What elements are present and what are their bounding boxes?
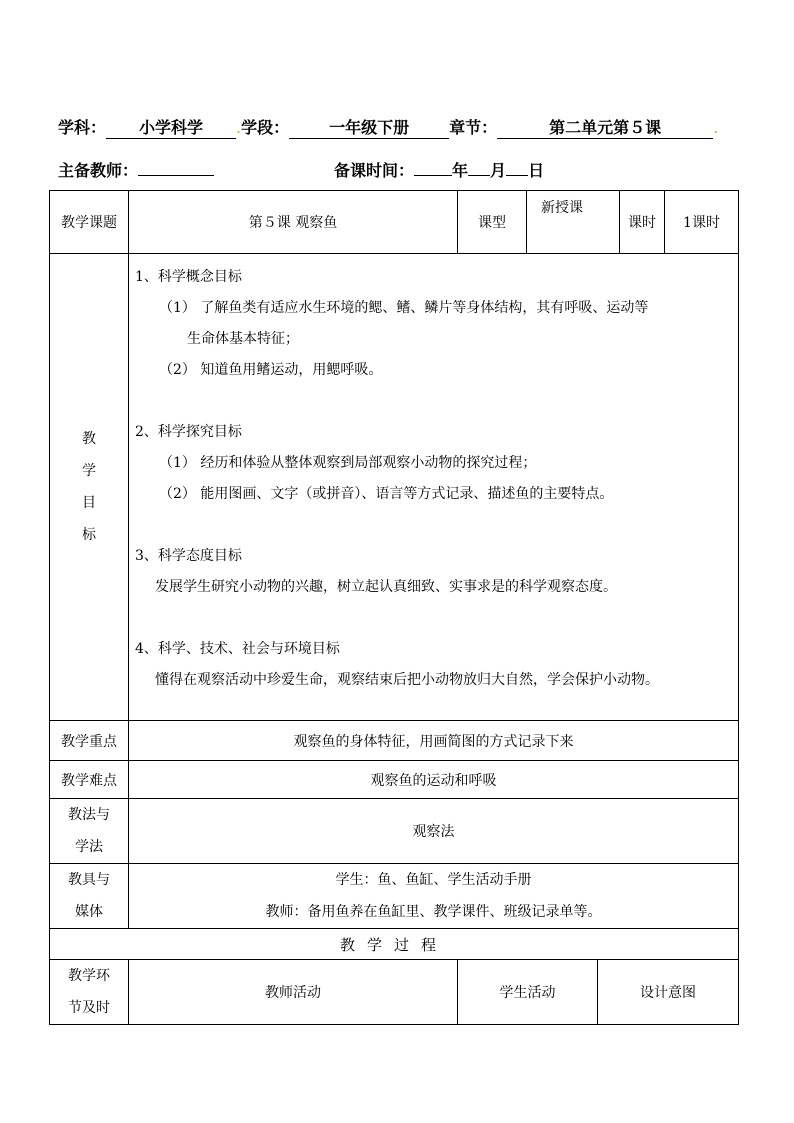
method-row xyxy=(50,799,739,864)
year-blank xyxy=(414,175,452,176)
key-label: 教学重点 xyxy=(50,721,129,761)
type-label: 课型 xyxy=(458,191,527,254)
chapter-label: 章节： xyxy=(449,118,498,137)
header-line-1 xyxy=(58,118,718,139)
type-value: 新授课 xyxy=(527,191,620,254)
stage-value: 一年级下册 xyxy=(289,118,449,139)
goal-1-item-1b: 生命体基本特征； xyxy=(187,331,299,347)
difficulty-value: 观察鱼的运动和呼吸 xyxy=(129,761,739,799)
tools-row xyxy=(50,864,739,929)
process-col-teacher: 教师活动 xyxy=(129,960,458,1025)
process-col-stage-line-2: 节及时 xyxy=(68,1000,110,1016)
tools-label-line-1: 教具与 xyxy=(68,872,110,888)
dot-mark: . xyxy=(236,118,242,137)
goal-3-text: 发展学生研究小动物的兴趣，树立起认真细致、实事求是的科学观察态度。 xyxy=(155,579,617,595)
method-label xyxy=(50,799,129,864)
lesson-plan-table xyxy=(49,190,739,1025)
objectives-label-char-2: 学 xyxy=(82,463,96,479)
stage-label: 学段： xyxy=(241,118,290,137)
tools-label-line-2: 媒体 xyxy=(75,904,103,920)
subject-label: 学科： xyxy=(58,118,107,137)
tools-value xyxy=(129,864,739,929)
day-blank xyxy=(506,175,528,176)
goal-1-item-1a: （1） 了解鱼类有适应水生环境的鳃、鳍、鳞片等身体结构，其有呼吸、运动等 xyxy=(159,300,649,316)
objectives-label xyxy=(50,254,129,721)
difficulty-row xyxy=(50,761,739,799)
day-label: 日 xyxy=(528,161,545,180)
goal-2-item-2: （2） 能用图画、文字（或拼音）、语言等方式记录、描述鱼的主要特点。 xyxy=(159,486,614,502)
process-col-intent: 设计意图 xyxy=(598,960,739,1025)
dot-mark-2: . xyxy=(713,118,719,137)
objectives-label-char-4: 标 xyxy=(82,527,96,543)
goal-3-title: 3、科学态度目标 xyxy=(135,548,242,564)
goal-4-text: 懂得在观察活动中珍爱生命，观察结束后把小动物放归大自然，学会保护小动物。 xyxy=(155,672,659,688)
process-title-row xyxy=(50,929,739,960)
tools-label xyxy=(50,864,129,929)
process-col-stage-line-1: 教学环 xyxy=(68,968,110,984)
hours-value: 1课时 xyxy=(665,191,739,254)
goal-2-title: 2、科学探究目标 xyxy=(135,424,242,440)
chapter-value: 第二单元第５课 xyxy=(497,118,713,139)
key-value: 观察鱼的身体特征，用画简图的方式记录下来 xyxy=(129,721,739,761)
goal-1-item-2: （2） 知道鱼用鳍运动，用鳃呼吸。 xyxy=(159,362,383,378)
goal-4-title: 4、科学、技术、社会与环境目标 xyxy=(135,641,340,657)
goal-2-item-1: （1） 经历和体验从整体观察到局部观察小动物的探究过程； xyxy=(159,455,537,471)
month-label: 月 xyxy=(490,161,507,180)
teacher-value xyxy=(138,175,214,176)
tools-value-students: 学生：鱼、鱼缸、学生活动手册 xyxy=(335,872,532,888)
difficulty-label: 教学难点 xyxy=(50,761,129,799)
method-value: 观察法 xyxy=(129,799,739,864)
time-label: 备课时间： xyxy=(334,161,415,180)
objectives-label-char-3: 目 xyxy=(82,495,96,511)
subject-value: 小学科学 xyxy=(106,118,236,139)
process-header-row xyxy=(50,960,739,1025)
year-label: 年 xyxy=(452,161,469,180)
method-label-line-2: 学法 xyxy=(75,839,103,855)
topic-row xyxy=(50,191,739,254)
header-line-2 xyxy=(58,161,544,181)
key-point-row xyxy=(50,721,739,761)
method-label-line-1: 教法与 xyxy=(68,807,110,823)
hours-label: 课时 xyxy=(620,191,665,254)
goal-1-title: 1、科学概念目标 xyxy=(135,269,242,285)
objectives-row xyxy=(50,254,739,721)
objectives-content xyxy=(129,254,739,721)
process-col-stage xyxy=(50,960,129,1025)
process-col-student: 学生活动 xyxy=(458,960,598,1025)
month-blank xyxy=(468,175,490,176)
topic-value: 第５课 观察鱼 xyxy=(129,191,458,254)
topic-label: 教学课题 xyxy=(50,191,129,254)
objectives-label-char-1: 教 xyxy=(82,431,96,447)
tools-value-teacher: 教师：备用鱼养在鱼缸里、教学课件、班级记录单等。 xyxy=(265,904,602,920)
process-title: 教学过程 xyxy=(50,929,739,960)
teacher-label: 主备教师： xyxy=(58,161,139,180)
